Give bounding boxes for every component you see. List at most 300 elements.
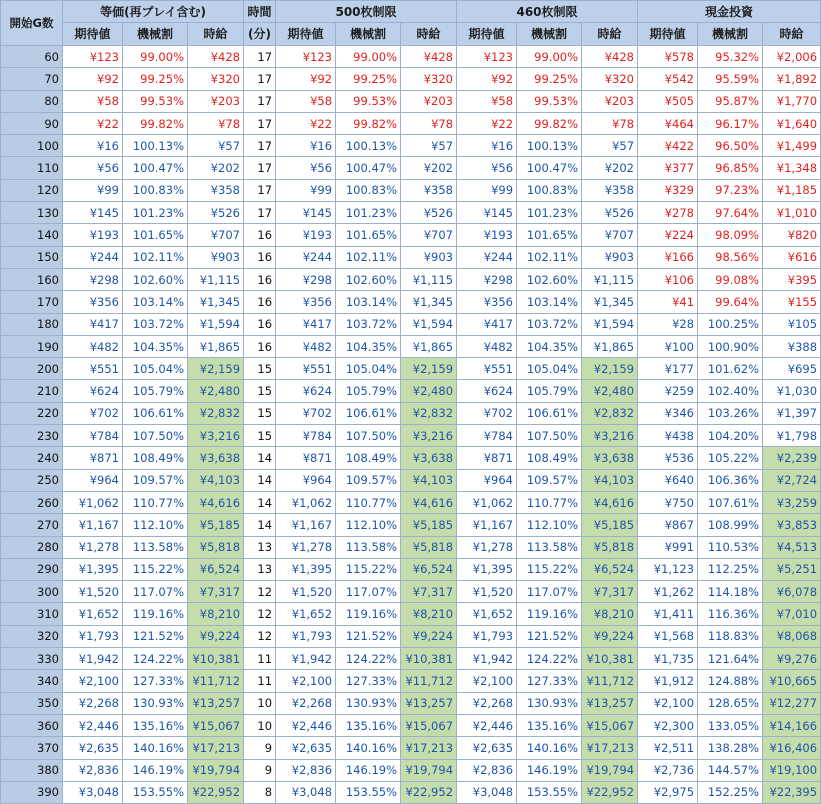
payout-rate-cell: 119.16% [517, 603, 582, 625]
hourly-wage-cell: ¥3,638 [401, 447, 457, 469]
payout-rate-cell: 110.77% [517, 491, 582, 513]
hourly-wage-cell: ¥9,224 [188, 625, 244, 647]
hourly-wage-cell: ¥358 [401, 179, 457, 201]
expected-value-cell: ¥99 [457, 179, 517, 201]
payout-rate-cell: 99.53% [336, 90, 401, 112]
payout-rate-cell: 101.23% [517, 202, 582, 224]
expected-value-cell: ¥356 [276, 291, 336, 313]
start-games-cell: 390 [1, 781, 63, 803]
hourly-wage-cell: ¥8,210 [582, 603, 638, 625]
expected-value-cell: ¥2,100 [276, 670, 336, 692]
time-cell: 16 [244, 224, 276, 246]
start-games-cell: 180 [1, 313, 63, 335]
hourly-wage-cell: ¥202 [188, 157, 244, 179]
payout-rate-cell: 130.93% [336, 692, 401, 714]
payout-rate-cell: 110.77% [336, 491, 401, 513]
expected-value-cell: ¥58 [457, 90, 517, 112]
table-row [1, 648, 821, 670]
start-games-cell: 70 [1, 68, 63, 90]
expected-value-cell: ¥2,268 [457, 692, 517, 714]
hourly-wage-cell: ¥1,594 [401, 313, 457, 335]
expected-value-cell: ¥145 [457, 202, 517, 224]
table-row [1, 202, 821, 224]
payout-rate-cell: 100.83% [336, 179, 401, 201]
payout-rate-cell: 109.57% [517, 469, 582, 491]
payout-rate-cell: 99.82% [336, 112, 401, 134]
expected-value-cell: ¥224 [638, 224, 698, 246]
hourly-wage-cell: ¥7,317 [188, 581, 244, 603]
col-hourly-header: 時給 [763, 23, 821, 46]
expected-value-cell: ¥702 [63, 402, 123, 424]
hourly-wage-cell: ¥11,712 [401, 670, 457, 692]
hourly-wage-cell: ¥2,480 [401, 380, 457, 402]
hourly-wage-cell: ¥7,010 [763, 603, 821, 625]
expected-value-cell: ¥1,062 [63, 491, 123, 513]
payout-rate-cell: 112.10% [517, 514, 582, 536]
hourly-wage-cell: ¥57 [188, 135, 244, 157]
time-cell: 16 [244, 291, 276, 313]
payout-rate-cell: 100.13% [517, 135, 582, 157]
expected-value-cell: ¥1,062 [457, 491, 517, 513]
time-unit-header: (分) [244, 23, 276, 46]
payout-rate-cell: 98.56% [698, 246, 763, 268]
expected-value-cell: ¥750 [638, 491, 698, 513]
payout-rate-cell: 140.16% [123, 737, 188, 759]
expected-value-cell: ¥3,048 [457, 781, 517, 803]
expected-value-cell: ¥422 [638, 135, 698, 157]
expected-value-cell: ¥542 [638, 68, 698, 90]
table-row [1, 714, 821, 736]
payout-rate-cell: 105.04% [336, 358, 401, 380]
expected-value-cell: ¥1,568 [638, 625, 698, 647]
expected-value-cell: ¥1,793 [276, 625, 336, 647]
hourly-wage-cell: ¥903 [582, 246, 638, 268]
time-cell: 12 [244, 625, 276, 647]
table-row [1, 335, 821, 357]
expected-value-cell: ¥1,395 [276, 558, 336, 580]
hourly-wage-cell: ¥320 [582, 68, 638, 90]
hourly-wage-cell: ¥5,251 [763, 558, 821, 580]
payout-rate-cell: 124.88% [698, 670, 763, 692]
col-payout-header: 機械割 [517, 23, 582, 46]
payout-rate-cell: 99.25% [123, 68, 188, 90]
table-row [1, 112, 821, 134]
hourly-wage-cell: ¥17,213 [582, 737, 638, 759]
expected-value-cell: ¥2,836 [63, 759, 123, 781]
table-row [1, 90, 821, 112]
start-games-cell: 160 [1, 268, 63, 290]
expected-value-cell: ¥100 [638, 335, 698, 357]
time-cell: 17 [244, 90, 276, 112]
expected-value-cell: ¥1,411 [638, 603, 698, 625]
hourly-wage-cell: ¥10,381 [582, 648, 638, 670]
payout-rate-cell: 100.47% [336, 157, 401, 179]
payout-rate-cell: 100.13% [123, 135, 188, 157]
payout-rate-cell: 102.60% [336, 268, 401, 290]
expected-value-cell: ¥2,268 [63, 692, 123, 714]
payout-rate-cell: 112.10% [336, 514, 401, 536]
time-cell: 14 [244, 491, 276, 513]
expected-value-cell: ¥2,100 [638, 692, 698, 714]
time-cell: 15 [244, 425, 276, 447]
col-hourly-header: 時給 [401, 23, 457, 46]
hourly-wage-cell: ¥16,406 [763, 737, 821, 759]
payout-rate-cell: 121.52% [517, 625, 582, 647]
payout-rate-cell: 116.36% [698, 603, 763, 625]
hourly-wage-cell: ¥2,159 [401, 358, 457, 380]
expected-value-cell: ¥1,942 [457, 648, 517, 670]
hourly-wage-cell: ¥695 [763, 358, 821, 380]
hourly-wage-cell: ¥4,616 [188, 491, 244, 513]
expected-value-cell: ¥438 [638, 425, 698, 447]
expected-value-cell: ¥99 [63, 179, 123, 201]
payout-rate-cell: 113.58% [123, 536, 188, 558]
expected-value-cell: ¥377 [638, 157, 698, 179]
expected-value-cell: ¥1,942 [63, 648, 123, 670]
expected-value-cell: ¥92 [457, 68, 517, 90]
hourly-wage-cell: ¥202 [401, 157, 457, 179]
payout-rate-cell: 99.00% [517, 46, 582, 68]
start-games-cell: 150 [1, 246, 63, 268]
expected-value-cell: ¥3,048 [63, 781, 123, 803]
expected-value-cell: ¥464 [638, 112, 698, 134]
payout-rate-cell: 107.61% [698, 491, 763, 513]
expected-value-cell: ¥16 [276, 135, 336, 157]
hourly-wage-cell: ¥78 [401, 112, 457, 134]
hourly-wage-cell: ¥1,345 [582, 291, 638, 313]
expected-value-cell: ¥56 [457, 157, 517, 179]
payout-rate-cell: 99.64% [698, 291, 763, 313]
payout-rate-cell: 121.64% [698, 648, 763, 670]
hourly-wage-cell: ¥526 [582, 202, 638, 224]
payout-rate-cell: 106.61% [517, 402, 582, 424]
expected-value-cell: ¥56 [63, 157, 123, 179]
hourly-wage-cell: ¥203 [582, 90, 638, 112]
expected-value-cell: ¥2,300 [638, 714, 698, 736]
payout-rate-cell: 103.72% [336, 313, 401, 335]
table-row [1, 425, 821, 447]
expected-value-cell: ¥329 [638, 179, 698, 201]
hourly-wage-cell: ¥4,513 [763, 536, 821, 558]
table-row [1, 402, 821, 424]
hourly-wage-cell: ¥1,594 [582, 313, 638, 335]
expected-value-cell: ¥871 [63, 447, 123, 469]
payout-rate-cell: 100.47% [517, 157, 582, 179]
time-cell: 9 [244, 759, 276, 781]
start-games-cell: 360 [1, 714, 63, 736]
payout-rate-cell: 124.22% [336, 648, 401, 670]
col-expected-header: 期待値 [63, 23, 123, 46]
hourly-wage-cell: ¥3,259 [763, 491, 821, 513]
payout-rate-cell: 130.93% [123, 692, 188, 714]
payout-rate-cell: 106.61% [336, 402, 401, 424]
payout-rate-cell: 121.52% [123, 625, 188, 647]
payout-rate-cell: 108.49% [336, 447, 401, 469]
payout-rate-cell: 105.04% [123, 358, 188, 380]
hourly-wage-cell: ¥2,832 [582, 402, 638, 424]
expected-value-cell: ¥123 [63, 46, 123, 68]
table-row [1, 246, 821, 268]
hourly-wage-cell: ¥2,832 [188, 402, 244, 424]
payout-rate-cell: 99.25% [517, 68, 582, 90]
hourly-wage-cell: ¥3,216 [582, 425, 638, 447]
payout-rate-cell: 102.60% [517, 268, 582, 290]
expected-value-cell: ¥784 [276, 425, 336, 447]
table-row [1, 759, 821, 781]
hourly-wage-cell: ¥3,216 [188, 425, 244, 447]
payout-rate-cell: 115.22% [336, 558, 401, 580]
expected-value-cell: ¥640 [638, 469, 698, 491]
expected-value-cell: ¥2,975 [638, 781, 698, 803]
expected-value-cell: ¥1,395 [457, 558, 517, 580]
expected-value-cell: ¥578 [638, 46, 698, 68]
table-row [1, 380, 821, 402]
payout-rate-cell: 119.16% [336, 603, 401, 625]
payout-rate-cell: 104.35% [517, 335, 582, 357]
start-games-cell: 190 [1, 335, 63, 357]
expected-value-cell: ¥2,635 [276, 737, 336, 759]
hourly-wage-cell: ¥388 [763, 335, 821, 357]
payout-rate-cell: 99.00% [336, 46, 401, 68]
expected-value-cell: ¥58 [63, 90, 123, 112]
hourly-wage-cell: ¥2,239 [763, 447, 821, 469]
hourly-wage-cell: ¥22,952 [401, 781, 457, 803]
payout-rate-cell: 115.22% [123, 558, 188, 580]
hourly-wage-cell: ¥526 [188, 202, 244, 224]
payout-rate-cell: 113.58% [336, 536, 401, 558]
payout-rate-cell: 105.79% [336, 380, 401, 402]
hourly-wage-cell: ¥2,832 [401, 402, 457, 424]
expected-value-cell: ¥2,836 [457, 759, 517, 781]
hourly-wage-cell: ¥11,712 [582, 670, 638, 692]
hourly-wage-cell: ¥2,159 [188, 358, 244, 380]
payout-rate-cell: 140.16% [517, 737, 582, 759]
payout-rate-cell: 146.19% [336, 759, 401, 781]
col-hourly-header: 時給 [188, 23, 244, 46]
expected-value-cell: ¥1,520 [63, 581, 123, 603]
hourly-wage-cell: ¥15,067 [582, 714, 638, 736]
expected-value-cell: ¥298 [276, 268, 336, 290]
hourly-wage-cell: ¥7,317 [401, 581, 457, 603]
expected-value-cell: ¥259 [638, 380, 698, 402]
hourly-wage-cell: ¥1,892 [763, 68, 821, 90]
hourly-wage-cell: ¥57 [582, 135, 638, 157]
start-games-cell: 210 [1, 380, 63, 402]
start-games-cell: 240 [1, 447, 63, 469]
payout-rate-cell: 114.18% [698, 581, 763, 603]
payout-rate-cell: 135.16% [123, 714, 188, 736]
expected-value-cell: ¥123 [276, 46, 336, 68]
start-games-cell: 280 [1, 536, 63, 558]
table-row [1, 514, 821, 536]
expected-value-cell: ¥482 [457, 335, 517, 357]
payout-rate-cell: 95.32% [698, 46, 763, 68]
hourly-wage-cell: ¥1,010 [763, 202, 821, 224]
payout-rate-cell: 106.61% [123, 402, 188, 424]
start-games-cell: 110 [1, 157, 63, 179]
time-header: 時間 [244, 1, 276, 23]
hourly-wage-cell: ¥1,397 [763, 402, 821, 424]
expected-value-cell: ¥1,278 [457, 536, 517, 558]
payout-rate-cell: 102.11% [517, 246, 582, 268]
time-cell: 17 [244, 46, 276, 68]
hourly-wage-cell: ¥1,594 [188, 313, 244, 335]
hourly-wage-cell: ¥1,345 [188, 291, 244, 313]
hourly-wage-cell: ¥78 [582, 112, 638, 134]
start-games-cell: 320 [1, 625, 63, 647]
expected-value-cell: ¥244 [63, 246, 123, 268]
hourly-wage-cell: ¥358 [582, 179, 638, 201]
hourly-wage-cell: ¥17,213 [188, 737, 244, 759]
start-games-cell: 270 [1, 514, 63, 536]
time-cell: 10 [244, 714, 276, 736]
expected-value-cell: ¥1,735 [638, 648, 698, 670]
expected-value-cell: ¥278 [638, 202, 698, 224]
time-cell: 16 [244, 268, 276, 290]
payout-rate-cell: 117.07% [517, 581, 582, 603]
expected-value-cell: ¥1,167 [63, 514, 123, 536]
hourly-wage-cell: ¥8,210 [188, 603, 244, 625]
expected-value-cell: ¥298 [63, 268, 123, 290]
time-cell: 17 [244, 202, 276, 224]
hourly-wage-cell: ¥428 [401, 46, 457, 68]
payout-rate-cell: 153.55% [336, 781, 401, 803]
payout-rate-cell: 97.23% [698, 179, 763, 201]
expected-value-cell: ¥2,511 [638, 737, 698, 759]
hourly-wage-cell: ¥1,640 [763, 112, 821, 134]
payout-rate-cell: 99.25% [336, 68, 401, 90]
payout-rate-cell: 108.49% [123, 447, 188, 469]
hourly-wage-cell: ¥2,480 [188, 380, 244, 402]
hourly-wage-cell: ¥13,257 [582, 692, 638, 714]
expected-value-cell: ¥624 [457, 380, 517, 402]
expected-value-cell: ¥551 [276, 358, 336, 380]
expected-value-cell: ¥964 [457, 469, 517, 491]
payout-rate-cell: 115.22% [517, 558, 582, 580]
table-row [1, 536, 821, 558]
expected-value-cell: ¥482 [63, 335, 123, 357]
hourly-wage-cell: ¥15,067 [401, 714, 457, 736]
table-row [1, 358, 821, 380]
payout-rate-cell: 127.33% [123, 670, 188, 692]
hourly-wage-cell: ¥3,638 [188, 447, 244, 469]
hourly-wage-cell: ¥707 [582, 224, 638, 246]
payout-rate-cell: 99.53% [517, 90, 582, 112]
hourly-wage-cell: ¥1,030 [763, 380, 821, 402]
expected-value-cell: ¥482 [276, 335, 336, 357]
payout-rate-cell: 146.19% [517, 759, 582, 781]
expected-value-cell: ¥991 [638, 536, 698, 558]
expected-value-cell: ¥964 [276, 469, 336, 491]
expected-value-cell: ¥2,446 [63, 714, 123, 736]
start-games-cell: 140 [1, 224, 63, 246]
payout-rate-cell: 96.85% [698, 157, 763, 179]
expected-value-cell: ¥1,652 [63, 603, 123, 625]
payout-rate-cell: 96.17% [698, 112, 763, 134]
expected-value-cell: ¥1,278 [63, 536, 123, 558]
payout-rate-cell: 98.09% [698, 224, 763, 246]
expected-value-cell: ¥2,836 [276, 759, 336, 781]
hourly-wage-cell: ¥203 [401, 90, 457, 112]
col-payout-header: 機械割 [698, 23, 763, 46]
payout-rate-cell: 101.65% [517, 224, 582, 246]
payout-rate-cell: 153.55% [517, 781, 582, 803]
expected-value-cell: ¥1,793 [457, 625, 517, 647]
table-row [1, 68, 821, 90]
time-cell: 17 [244, 68, 276, 90]
start-games-cell: 120 [1, 179, 63, 201]
hourly-wage-cell: ¥1,499 [763, 135, 821, 157]
payout-rate-cell: 107.50% [123, 425, 188, 447]
hourly-wage-cell: ¥2,480 [582, 380, 638, 402]
hourly-wage-cell: ¥1,865 [188, 335, 244, 357]
expected-value-cell: ¥298 [457, 268, 517, 290]
start-games-cell: 380 [1, 759, 63, 781]
payout-rate-cell: 102.11% [123, 246, 188, 268]
expected-value-cell: ¥41 [638, 291, 698, 313]
payout-rate-cell: 103.14% [517, 291, 582, 313]
expected-value-cell: ¥867 [638, 514, 698, 536]
payout-rate-cell: 95.59% [698, 68, 763, 90]
start-games-cell: 130 [1, 202, 63, 224]
hourly-wage-cell: ¥11,712 [188, 670, 244, 692]
payout-rate-cell: 127.33% [517, 670, 582, 692]
table-row [1, 781, 821, 803]
payout-rate-cell: 100.13% [336, 135, 401, 157]
expected-value-cell: ¥2,635 [457, 737, 517, 759]
payout-rate-cell: 101.62% [698, 358, 763, 380]
col-expected-header: 期待値 [276, 23, 336, 46]
time-cell: 13 [244, 558, 276, 580]
time-cell: 14 [244, 469, 276, 491]
time-cell: 15 [244, 380, 276, 402]
payout-rate-cell: 152.25% [698, 781, 763, 803]
hourly-wage-cell: ¥526 [401, 202, 457, 224]
time-cell: 15 [244, 402, 276, 424]
expected-value-cell: ¥123 [457, 46, 517, 68]
expected-value-cell: ¥3,048 [276, 781, 336, 803]
hourly-wage-cell: ¥203 [188, 90, 244, 112]
expected-value-cell: ¥417 [457, 313, 517, 335]
payout-rate-cell: 105.79% [517, 380, 582, 402]
hourly-wage-cell: ¥707 [188, 224, 244, 246]
expected-value-cell: ¥1,942 [276, 648, 336, 670]
payout-rate-cell: 153.55% [123, 781, 188, 803]
expected-value-cell: ¥1,278 [276, 536, 336, 558]
start-games-cell: 100 [1, 135, 63, 157]
expected-value-cell: ¥22 [276, 112, 336, 134]
start-games-cell: 370 [1, 737, 63, 759]
expected-value-cell: ¥417 [276, 313, 336, 335]
time-cell: 11 [244, 670, 276, 692]
expected-value-cell: ¥702 [457, 402, 517, 424]
hourly-wage-cell: ¥10,381 [401, 648, 457, 670]
hourly-wage-cell: ¥903 [188, 246, 244, 268]
expected-value-cell: ¥177 [638, 358, 698, 380]
table-row [1, 179, 821, 201]
payout-rate-cell: 100.90% [698, 335, 763, 357]
time-cell: 8 [244, 781, 276, 803]
payout-rate-cell: 99.00% [123, 46, 188, 68]
hourly-wage-cell: ¥4,616 [582, 491, 638, 513]
payout-rate-cell: 110.53% [698, 536, 763, 558]
hourly-wage-cell: ¥1,185 [763, 179, 821, 201]
payout-rate-cell: 124.22% [123, 648, 188, 670]
expected-value-cell: ¥145 [63, 202, 123, 224]
start-games-cell: 310 [1, 603, 63, 625]
payout-rate-cell: 128.65% [698, 692, 763, 714]
start-games-cell: 170 [1, 291, 63, 313]
